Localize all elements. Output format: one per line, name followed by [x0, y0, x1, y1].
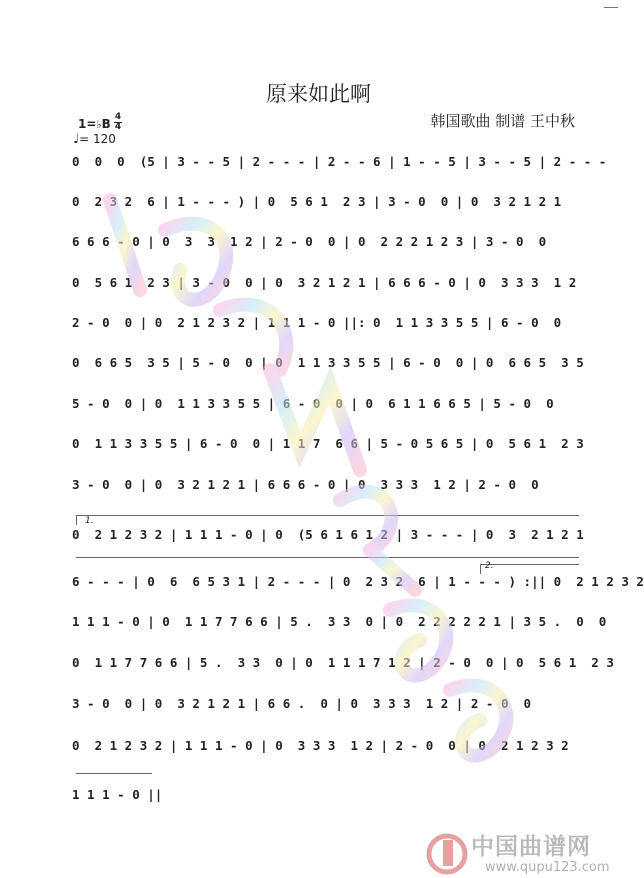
- volta-2-bracket: [480, 564, 579, 565]
- volta-1-bracket-continued: [76, 557, 579, 558]
- top-corner-mark: [604, 7, 618, 8]
- score-line-11: 6 - - - | 0 6 6 5 3 1 | 2 - - - | 0 2 3 2 6 | 1 - - - ) :|| 0 2 1 2 3 2: [72, 574, 644, 589]
- score-line-14: 3 - 0 0 | 0 3 2 1 2 1 | 6 6 . 0 | 0 3 3 3 1 2 | 2 - 0 0: [72, 696, 532, 711]
- score-line-16: 1 1 1 - 0 ||: [72, 787, 163, 802]
- score-line-6: 0 6 6 5 3 5 | 5 - 0 0 | 0 1 1 3 3 5 5 | 6 - 0 0 | 0 6 6 5 3 5: [72, 355, 584, 370]
- key-prefix: 1=: [78, 117, 97, 131]
- time-signature-top: 4: [114, 112, 122, 122]
- score-line-12: 1 1 1 - 0 | 0 1 1 7 7 6 6 | 5 . 3 3 0 | 0 2 2 2 2 2 1 | 3 5 . 0 0: [72, 614, 607, 629]
- site-logo: [425, 826, 637, 878]
- music-note-logo-icon: [425, 832, 469, 874]
- time-signature: [114, 113, 122, 132]
- score-line-7: 5 - 0 0 | 0 1 1 3 3 5 5 | 6 - 0 0 | 0 6 1 1 6 6 5 | 5 - 0 0: [72, 396, 554, 411]
- logo-url: www.qupu123.com: [485, 860, 610, 875]
- score-line-3: 6 6 6 - 0 | 0 3 3 1 2 | 2 - 0 0 | 0 2 2 2 1 2 3 | 3 - 0 0: [72, 234, 547, 249]
- flat-icon: ♭: [96, 118, 102, 131]
- key-note: B: [101, 117, 111, 131]
- score-line-1: 0 0 0 (5 | 3 - - 5 | 2 - - - | 2 - - 6 | 1 - - 5 | 3 - - 5 | 2 - - -: [72, 154, 607, 169]
- volta-2-number: 2.: [485, 561, 494, 571]
- score-line-5: 2 - 0 0 | 0 2 1 2 3 2 | 1 1 1 - 0 ||: 0 1 1 3 3 5 5 | 6 - 0 0: [72, 315, 562, 330]
- quarter-note-icon: ♩: [73, 132, 80, 147]
- tempo-marking: [73, 132, 116, 147]
- logo-name: 中国曲谱网: [471, 833, 591, 860]
- key-signature: [78, 117, 111, 131]
- score-line-15: 0 2 1 2 3 2 | 1 1 1 - 0 | 0 3 3 3 1 2 | 2 - 0 0 | 0 2 1 2 3 2: [72, 738, 569, 753]
- volta-1-bracket: [76, 515, 579, 516]
- score-line-2: 0 2 3 2 6 | 1 - - - ) | 0 5 6 1 2 3 | 3 - 0 0 | 0 3 2 1 2 1: [72, 194, 562, 209]
- page-title: 原来如此啊: [266, 82, 371, 106]
- score-line-10: 0 2 1 2 3 2 | 1 1 1 - 0 | 0 (5 6 1 6 1 2 | 3 - - - | 0 3 2 1 2 1: [72, 527, 584, 542]
- score-line-9: 3 - 0 0 | 0 3 2 1 2 1 | 6 6 6 - 0 | 0 3 3 3 1 2 | 2 - 0 0: [72, 477, 539, 492]
- song-credits: 韩国歌曲 制谱 王中秋: [430, 112, 575, 130]
- tempo-value: = 120: [79, 132, 116, 146]
- volta-1-number: 1.: [85, 516, 94, 526]
- score-line-4: 0 5 6 1 2 3 | 3 - 0 0 | 0 3 2 1 2 1 | 6 6 6 - 0 | 0 3 3 3 1 2: [72, 275, 577, 290]
- time-signature-bottom: 4: [114, 122, 122, 132]
- volta-final-bracket: [76, 773, 152, 774]
- score-line-8: 0 1 1 3 3 5 5 | 6 - 0 0 | 1 1 7 6 6 | 5 - 0 5 6 5 | 0 5 6 1 2 3: [72, 436, 584, 451]
- score-line-13: 0 1 1 7 7 6 6 | 5 . 3 3 0 | 0 1 1 1 7 1 2 | 2 - 0 0 | 0 5 6 1 2 3: [72, 655, 614, 670]
